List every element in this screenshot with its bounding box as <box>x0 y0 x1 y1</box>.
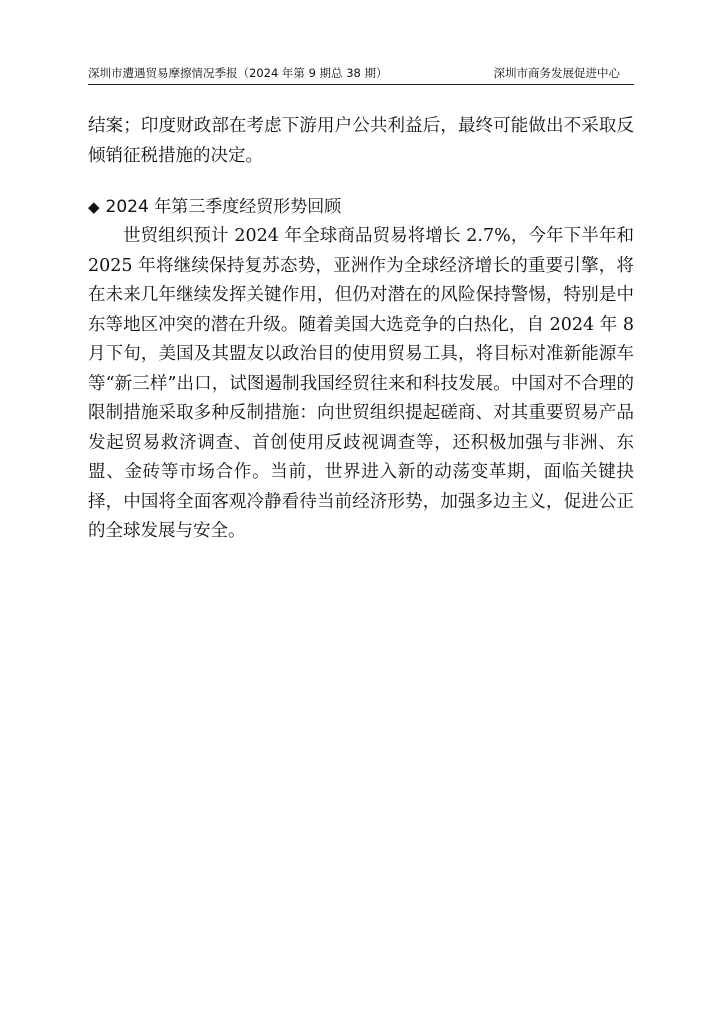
page-header <box>88 66 634 85</box>
diamond-icon: ◆ <box>88 198 100 216</box>
document-body <box>88 112 634 547</box>
section-heading <box>88 193 634 222</box>
section-title: 2024 年第三季度经贸形势回顾 <box>105 197 342 217</box>
continuation-paragraph: 结案；印度财政部在考虑下游用户公共利益后，最终可能做出不采取反倾销征税措施的决定。 <box>88 116 634 166</box>
report-title: 深圳市遭遇贸易摩擦情况季报（2024 年第 9 期总 38 期） <box>88 66 388 80</box>
section-paragraph: 世贸组织预计 2024 年全球商品贸易将增长 2.7%，今年下半年和 2025 年将继续保持复苏态势，亚洲作为全球经济增长的重要引擎，将在未来几年继续发挥关键作用，但仍对潜在的风险保持警惕，特别是中东等地区冲突的潜在升级。随着美国大选竞争的白热化，自 2024 年 8 月下旬，美国及其盟友以政治目的使用贸易工具，将目标对准新能源车等“新三样”出口，试图遏制我国经贸往来和科技发展。中国对不合理的限制措施采取多种反制措施：向世贸组织提起磋商、对其重要贸易产品发起贸易救济调查、首创使用反歧视调查等，还积极加强与非洲、东盟、金砖等市场合作。当前，世界进入新的动荡变革期，面临关键抉择，中国将全面客观冷静看待当前经济形势，加强多边主义，促进公正的全球发展与安全。 <box>88 226 634 541</box>
publisher-name: 深圳市商务发展促进中心 <box>493 66 620 80</box>
